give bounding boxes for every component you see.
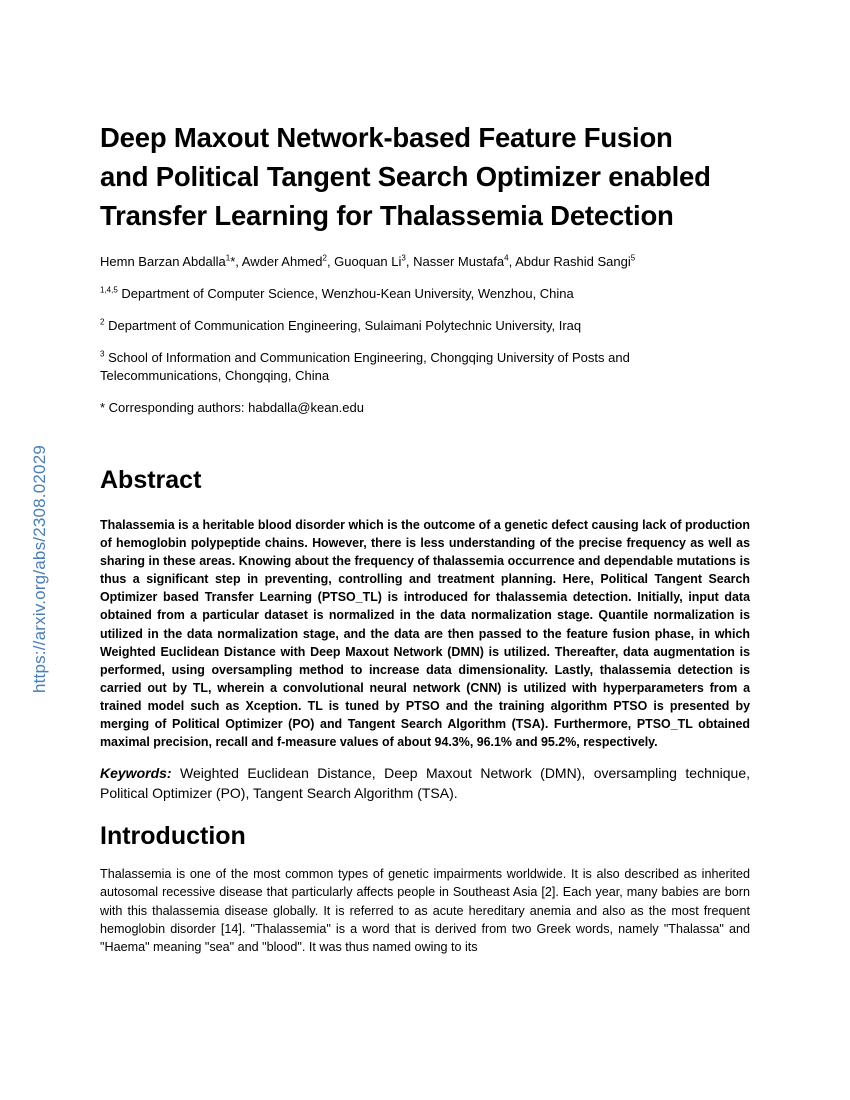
arxiv-url-text[interactable]: https://arxiv.org/abs/2308.02029 bbox=[30, 444, 49, 694]
keywords bbox=[100, 763, 750, 803]
affiliation-sup: 1,4,5 bbox=[100, 285, 118, 295]
corresponding-author: * Corresponding authors: habdalla@kean.edu bbox=[100, 400, 364, 415]
author-name: Guoquan Li bbox=[334, 254, 402, 269]
paper-content bbox=[100, 118, 750, 956]
affiliation-text: Department of Communication Engineering, Sulaimani Polytechnic University, Iraq bbox=[108, 318, 582, 333]
introduction-heading: Introduction bbox=[100, 822, 246, 851]
paper-title bbox=[100, 118, 750, 235]
abstract-body: Thalassemia is a heritable blood disorder which is the outcome of a genetic defect causing lack of production of hemoglobin polypeptide chains. However, there is less understanding of the precise frequency as well as sharing in these areas. Knowing about the frequency of thalassemia occurrence and dependable mutations is thus a significant step in preventing, controlling and treatment planning. Here, Political Tangent Search Optimizer based Transfer Learning (PTSO_TL) is introduced for thalassemia detection. Initially, input data obtained from a particular dataset is normalized in the data normalization stage. Quantile normalization is utilized in the data normalization stage, and the data are then passed to the feature fusion phase, in which Weighted Euclidean Distance with Deep Maxout Network (DMN) is utilized. Thereafter, data augmentation is performed, using oversampling method to increase data dimensionality. Lastly, thalassemia detection is carried out by TL, wherein a convolutional neural network (CNN) is utilized with hyperparameters from a trained model such as Xception. TL is tuned by PTSO and the training algorithm PTSO is presented by merging of Political Optimizer (PO) and Tangent Search Algorithm (TSA). Furthermore, PTSO_TL obtained maximal precision, recall and f-measure values of about 94.3%, 96.1% and 95.2%, respectively. bbox=[100, 518, 750, 750]
abstract-heading: Abstract bbox=[100, 466, 202, 494]
affiliation-sup: 3 bbox=[100, 349, 105, 359]
author-sup: 5 bbox=[630, 253, 636, 263]
author-sup: 3 bbox=[401, 253, 406, 263]
author-name: Hemn Barzan Abdalla bbox=[100, 254, 226, 269]
author-name: Awder Ahmed bbox=[241, 254, 323, 269]
affiliation-sup: 2 bbox=[100, 317, 105, 327]
affiliation-text: Department of Computer Science, Wenzhou-Kean University, Wenzhou, China bbox=[121, 286, 574, 301]
affiliation-text: School of Information and Communication Engineering, Chongqing University of Posts and Telecommunications, Chongqing, China bbox=[100, 350, 630, 383]
introduction-body: Thalassemia is one of the most common types of genetic impairments worldwide. It is also described as inherited autosomal recessive disease that particularly affects people in Southeast Asia [2]. Each year, many babies are born with this thalassemia disease globally. It is referred to as acute hereditary anemia and also as the most frequent hemoglobin disorder [14]. "Thalassemia" is a word that is derived from two Greek words, namely "Thalassa" and "Haema" meaning "sea" and "blood". It was thus named owing to its bbox=[100, 867, 750, 955]
keywords-text: Weighted Euclidean Distance, Deep Maxout Network (DMN), oversampling technique, Political Optimizer (PO), Tangent Search Algorithm (TSA). bbox=[100, 765, 751, 802]
arxiv-side-link[interactable] bbox=[18, 438, 62, 700]
author-name: Nasser Mustafa bbox=[413, 254, 505, 269]
author-sup: 2 bbox=[322, 253, 327, 263]
affiliation bbox=[100, 285, 750, 303]
corresponding-mark: * bbox=[230, 254, 236, 269]
title-line: Transfer Learning for Thalassemia Detection bbox=[100, 200, 674, 231]
author-sup: 4 bbox=[504, 253, 509, 263]
title-line: Deep Maxout Network-based Feature Fusion bbox=[100, 122, 673, 153]
title-line: and Political Tangent Search Optimizer enabled bbox=[100, 161, 711, 192]
author-name: Abdur Rashid Sangi bbox=[515, 254, 631, 269]
affiliation bbox=[100, 317, 750, 335]
affiliation bbox=[100, 349, 750, 385]
keywords-label: Keywords: bbox=[100, 765, 172, 782]
author-sup: 1 bbox=[225, 253, 231, 263]
author-list: Hemn Barzan Abdalla$^1$*, Awder Ahmed$^2$, Guoquan Li$^3$, Nasser Mustafa$^4$, Abdur Rashid Sangi$^5$ bbox=[100, 253, 636, 269]
